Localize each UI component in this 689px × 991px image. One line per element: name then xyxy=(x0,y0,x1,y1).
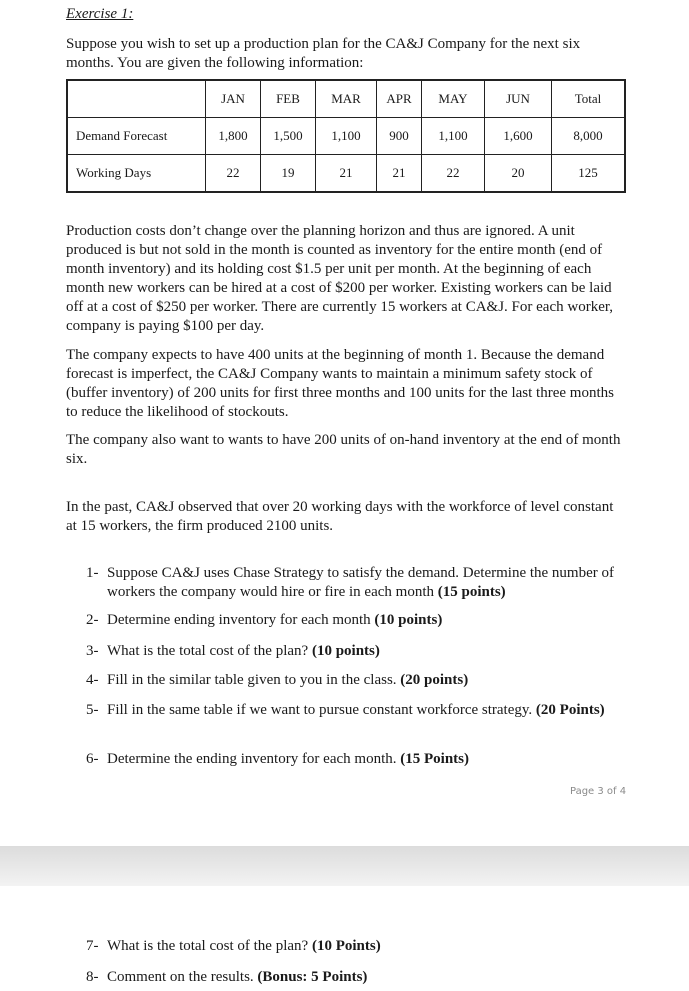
info-table xyxy=(66,79,626,193)
table-cell: 19 xyxy=(261,155,316,193)
document-page-next xyxy=(0,886,689,991)
question-points: (20 points) xyxy=(400,672,469,688)
question-text: Suppose CA&J uses Chase Strategy to satisfy the demand. Determine the number of workers the company would hire or fire in each month (15 points) xyxy=(107,565,614,600)
table-cell: 8,000 xyxy=(552,118,626,155)
table-header-cell: JUN xyxy=(485,80,552,118)
table-header-cell: JAN xyxy=(206,80,261,118)
question-item xyxy=(86,701,634,720)
table-header-cell: MAR xyxy=(316,80,377,118)
question-number: 3- xyxy=(86,643,99,659)
table-cell: 21 xyxy=(377,155,422,193)
page-number: Page 3 of 4 xyxy=(570,786,627,797)
question-points: (10 points) xyxy=(374,612,443,628)
table-header-cell: FEB xyxy=(261,80,316,118)
costs-paragraph: Production costs don’t change over the planning horizon and thus are ignored. A unit produced is but not sold in the month is counted as inventory for the entire month (end of month inventory) and its holding cost $1.5 per unit per month. At the beginning of each month new workers can be hired at a cost of $200 per worker. Existing workers can be laid off at a cost of $250 per worker. There are currently 15 workers at CA&J. For each worker, company is paying $100 per day. xyxy=(66,223,613,334)
table-cell: 1,100 xyxy=(316,118,377,155)
table-header-row xyxy=(67,80,625,118)
question-item xyxy=(86,750,634,769)
table-cell: 21 xyxy=(316,155,377,193)
table-cell: 22 xyxy=(422,155,485,193)
table-cell: 1,500 xyxy=(261,118,316,155)
table-row xyxy=(67,155,625,193)
question-points: (10 Points) xyxy=(311,938,381,954)
table-cell: 1,800 xyxy=(206,118,261,155)
ending-inventory-paragraph: The company also want to wants to have 200 units of on-hand inventory at the end of month six. xyxy=(66,432,621,467)
question-text: What is the total cost of the plan? (10 points) xyxy=(107,643,380,659)
question-points: (15 points) xyxy=(437,584,506,600)
row-label: Demand Forecast xyxy=(67,118,206,155)
question-points: (Bonus: 5 Points) xyxy=(257,969,368,985)
table-header-cell: Total xyxy=(552,80,626,118)
table-header-cell: APR xyxy=(377,80,422,118)
table-header-cell xyxy=(67,80,206,118)
question-item xyxy=(86,564,634,602)
question-text: Fill in the same table if we want to pursue constant workforce strategy. (20 Points) xyxy=(107,702,605,718)
table-cell: 900 xyxy=(377,118,422,155)
question-item xyxy=(86,937,634,956)
question-number: 2- xyxy=(86,612,99,628)
table-header-cell: MAY xyxy=(422,80,485,118)
table-row xyxy=(67,118,625,155)
intro-paragraph: Suppose you wish to set up a production plan for the CA&J Company for the next six months. You are given the following information: xyxy=(66,36,581,71)
question-points: (15 Points) xyxy=(400,751,469,767)
question-item xyxy=(86,611,634,630)
question-item xyxy=(86,968,634,987)
question-number: 6- xyxy=(86,751,99,767)
table-cell: 1,100 xyxy=(422,118,485,155)
question-item xyxy=(86,642,634,661)
question-item xyxy=(86,671,634,690)
question-text: Determine the ending inventory for each month. (15 Points) xyxy=(107,751,469,767)
question-number: 4- xyxy=(86,672,99,688)
productivity-paragraph: In the past, CA&J observed that over 20 working days with the workforce of level constant at 15 workers, the firm produced 2100 units. xyxy=(66,499,614,534)
question-number: 5- xyxy=(86,702,99,718)
table-cell: 125 xyxy=(552,155,626,193)
safety-stock-paragraph: The company expects to have 400 units at the beginning of month 1. Because the demand forecast is imperfect, the CA&J Company wants to maintain a minimum safety stock of (buffer inventory) of 200 units for first three months and 100 units for the last three months to reduce the likelihood of stockouts. xyxy=(66,347,614,420)
question-points: (20 Points) xyxy=(535,702,605,718)
question-text: Fill in the similar table given to you in the class. (20 points) xyxy=(107,672,469,688)
table-cell: 22 xyxy=(206,155,261,193)
table-cell: 1,600 xyxy=(485,118,552,155)
question-number: 8- xyxy=(86,969,99,985)
question-text: What is the total cost of the plan? (10 Points) xyxy=(107,938,381,954)
question-number: 7- xyxy=(86,938,99,954)
question-points: (10 points) xyxy=(311,643,380,659)
page-divider xyxy=(0,846,689,886)
exercise-title: Exercise 1: xyxy=(66,6,134,22)
question-text: Determine ending inventory for each month (10 points) xyxy=(107,612,443,628)
table-cell: 20 xyxy=(485,155,552,193)
row-label: Working Days xyxy=(67,155,206,193)
question-number: 1- xyxy=(86,565,99,581)
question-text: Comment on the results. (Bonus: 5 Points) xyxy=(107,969,368,985)
